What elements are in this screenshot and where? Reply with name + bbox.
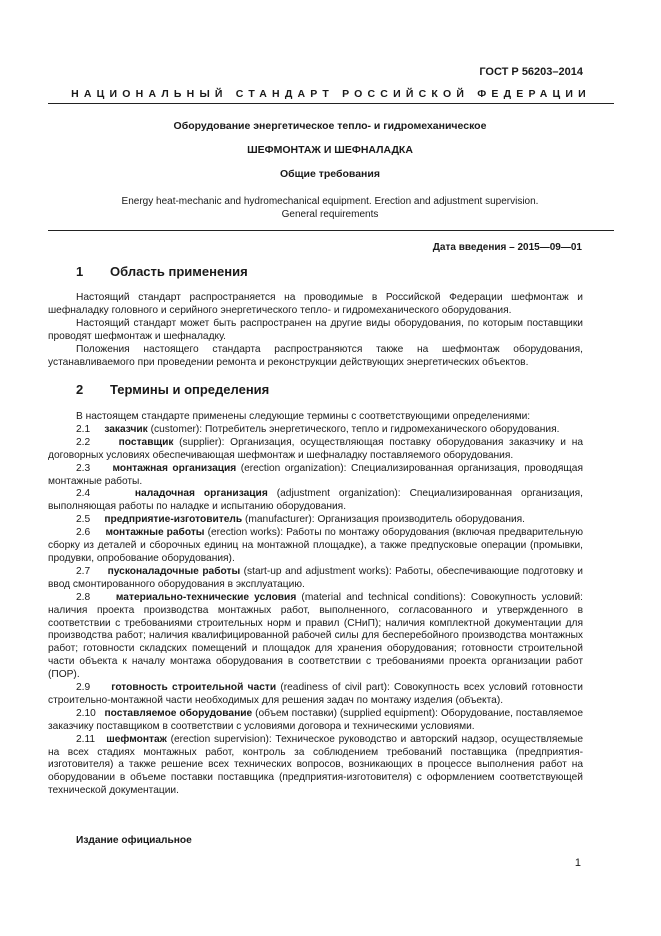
english-title [70, 195, 590, 221]
term-definition [48, 424, 583, 437]
term-text: (readiness of civil part): Совокупность всех условий готовности строительно-монтажной части необходимых для решения задач по монтажу изделия (объекта). [48, 682, 583, 706]
term-number: 2.2 [76, 436, 91, 448]
english-title-line-2: General requirements [281, 209, 379, 220]
term-text: (customer): Потребитель энергетического, тепло и гидромеханического оборудования. [150, 423, 560, 435]
term-text: (adjustment organization): Специализированная организация, выполняющая работы по наладке и испытанию оборудования. [48, 488, 583, 513]
term-definition [48, 488, 583, 514]
term-name: монтажная организация [112, 462, 237, 474]
section-2-intro: В настоящем стандарте применены следующие термины с соответствующими определениями: [76, 411, 531, 422]
title-line-1: Оборудование энергетическое тепло- и гидромеханическое [173, 120, 487, 132]
term-definition [48, 514, 583, 527]
title-line-2: ШЕФМОНТАЖ И ШЕФНАЛАДКА [247, 144, 413, 156]
section-2-number: 2 [76, 382, 84, 397]
term-name: предприятие-изготовитель [104, 514, 243, 526]
term-name: поставляемое оборудование [104, 707, 253, 719]
section-1-paragraph: Настоящий стандарт может быть распространен на другие виды оборудования, по которым поставщики проводят шефмонтаж и шефналадку. [48, 317, 583, 342]
section-2-heading [76, 382, 269, 397]
term-name: монтажные работы [105, 527, 205, 539]
top-rule [48, 103, 614, 104]
section-2-title: Термины и определения [110, 382, 270, 397]
title-line-3: Общие требования [280, 168, 380, 180]
term-number: 2.10 [76, 707, 96, 719]
term-name: шефмонтаж [106, 733, 167, 745]
term-definition [48, 734, 583, 799]
term-definition [48, 437, 583, 463]
section-1-body [48, 292, 583, 369]
section-2-body [48, 411, 583, 798]
term-text: (erection organization): Специализированная организация, проводящая монтажные работы. [48, 462, 583, 487]
gost-code: ГОСТ Р 56203–2014 [479, 66, 583, 78]
term-text: (start-up and adjustment works): Работы, обеспечивающие подготовку и ввод смонтированного оборудования в эксплуатацию. [48, 565, 583, 590]
term-number: 2.1 [76, 423, 91, 435]
section-1-title: Область применения [110, 264, 248, 279]
term-definition [48, 527, 583, 566]
official-edition-label: Издание официальное [76, 835, 192, 846]
term-number: 2.8 [76, 591, 91, 603]
term-definition [48, 566, 583, 592]
intro-date: Дата введения – 2015—09—01 [432, 242, 582, 253]
english-title-line-1: Energy heat-mechanic and hydromechanical equipment. Erection and adjustment supervision. [121, 196, 539, 207]
term-number: 2.3 [76, 462, 91, 474]
term-text: (manufacturer): Организация производитель оборудования. [244, 514, 525, 526]
term-definition [48, 682, 583, 708]
page-number: 1 [574, 857, 581, 869]
term-text: (supplier): Организация, осуществляющая поставку оборудования заказчику и на договорных условиях обеспечивающая шефмонтаж и шефналадку поставляемого оборудования. [48, 436, 583, 461]
term-number: 2.11 [76, 733, 96, 745]
term-number: 2.5 [76, 514, 91, 526]
section-1-number: 1 [76, 264, 84, 279]
term-text: (объем поставки) (supplied equipment): Оборудование, поставляемое заказчику поставщиком в соответствии с условиями договора и техническими условиями. [48, 707, 583, 732]
term-number: 2.9 [76, 682, 91, 694]
term-text: (material and technical conditions): Совокупность условий: наличия проекта производства монтажных работ, выполненного, согласованного и утвержденного в соответствии с требованиями строительных норм и правил (СНиП); наличия комплектной документации для производства работ; наличия квалифицированной рабочей силы для бесперебойного производства монтажных работ; готовности складских помещений и площадок для хранения оборудования; готовности строительной части объекта к началу монтажа оборудования в соответствии с требованиями проекта организации работ (ПОР). [48, 591, 584, 681]
term-number: 2.4 [76, 488, 91, 500]
section-1-paragraph: Положения настоящего стандарта распространяются также на шефмонтаж оборудования, устанавливаемого при проведении ремонта и реконструкции действующих энергетических объектов. [48, 343, 583, 368]
term-number: 2.6 [76, 527, 91, 539]
term-text: (erection supervision): Техническое руководство и авторский надзор, осуществляемые на всех стадиях монтажных работ, контроль за соблюдением требований поставщика (предприятия-изготовителя) а также решение всех технических вопросов, возникающих в процессе выполнения работ на оборудовании в объеме поставки поставщика (предприятия-изготовителя) с оформлением соответствующей технической документации. [48, 733, 583, 797]
term-name: наладочная организация [134, 488, 268, 500]
term-name: пусконаладочные работы [107, 565, 241, 577]
term-number: 2.7 [76, 565, 91, 577]
term-text: (erection works): Работы по монтажу оборудования (включая предварительную сборку из деталей и сборочных единиц на монтажной площадке), а также предпусковые операции (промывки, продувки, опробование оборудования). [48, 527, 583, 564]
term-definition [48, 708, 583, 734]
term-definition [48, 463, 583, 489]
term-name: заказчик [104, 423, 148, 435]
middle-rule [48, 230, 614, 231]
section-1-paragraph: Настоящий стандарт распространяется на проводимые в Российской Федерации шефмонтаж и шефналадку головного и серийного энергетического тепло- и гидромеханического оборудования. [48, 292, 583, 316]
term-name: материально-технические условия [115, 591, 297, 603]
term-definition [48, 592, 583, 682]
term-name: поставщик [118, 436, 174, 448]
term-name: готовность строительной части [111, 682, 277, 694]
section-1-heading [76, 264, 248, 279]
national-standard-title: НАЦИОНАЛЬНЫЙ СТАНДАРТ РОССИЙСКОЙ ФЕДЕРАЦИИ [71, 88, 591, 100]
